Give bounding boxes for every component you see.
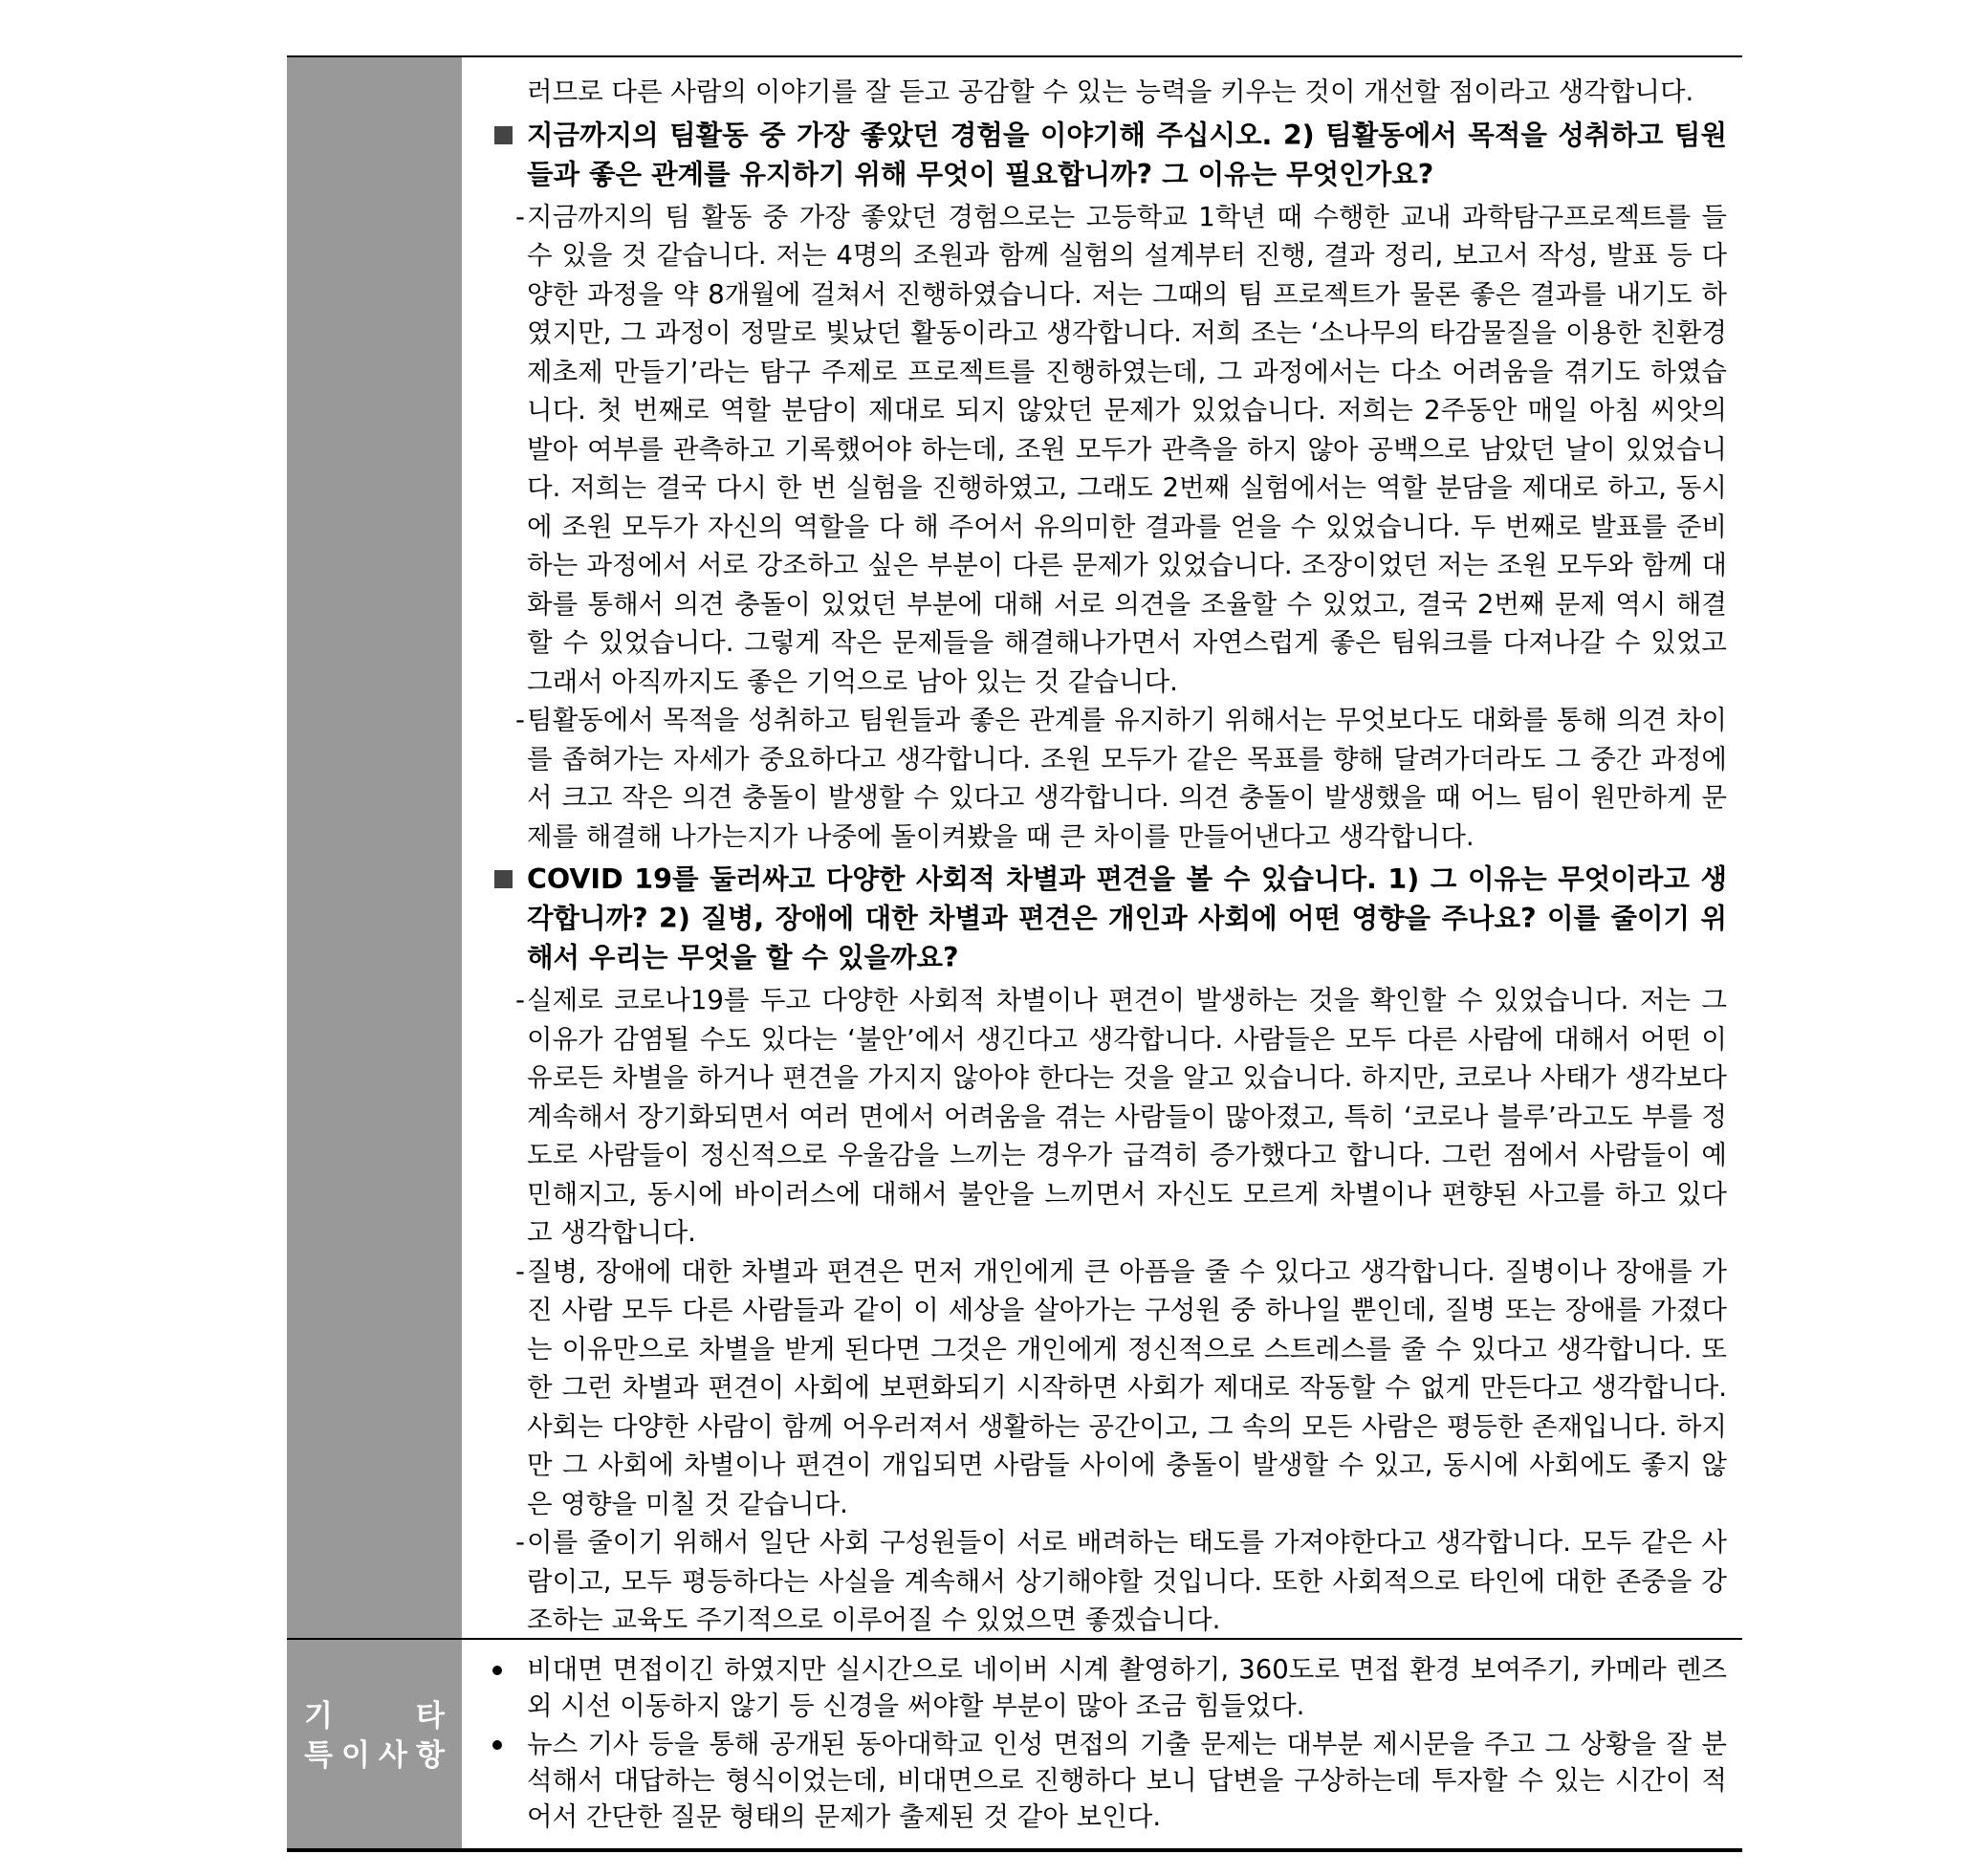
question-1-text: 지금까지의 팀활동 중 가장 좋았던 경험을 이야기해 주십시오. 2) 팀활동에서 목적을 성취하고 팀원들과 좋은 관계를 유지하기 위해 무엇이 필요합니까? 그 이유는 무엇인가요? (527, 119, 1727, 190)
bullet-dot-icon (492, 1666, 502, 1675)
question-1 (483, 116, 1727, 194)
etc-item-1 (483, 1651, 1727, 1724)
answer-2-1 (483, 981, 1727, 1253)
etc-content-cell (462, 1639, 1742, 1850)
label-char: 기 (304, 1699, 333, 1734)
answer-2-3 (483, 1523, 1727, 1640)
bullet-dot-icon (492, 1740, 502, 1750)
main-label-cell (287, 56, 462, 1639)
answer-text: 지금까지의 팀 활동 중 가장 좋았던 경험으로는 고등학교 1학년 때 수행한 교내 과학탐구프로젝트를 들 수 있을 것 같습니다. 저는 4명의 조원과 함께 실험의 설계부터 진행, 결과 정리, 보고서 작성, 발표 등 다양한 과정을 약 8개월에 걸쳐서 진행하였습니다. 저는 그때의 팀 프로젝트가 물론 좋은 결과를 내기도 하였지만, 그 과정이 정말로 빛났던 활동이라고 생각합니다. 저희 조는 ‘소나무의 타감물질을 이용한 친환경 제초제 만들기’라는 탐구 주제로 프로젝트를 진행하였는데, 그 과정에서는 다소 어려움을 겪기도 하였습니다. 첫 번째로 역할 분담이 제대로 되지 않았던 문제가 있었습니다. 저희는 2주동안 매일 아침 씨앗의 발아 여부를 관측하고 기록했어야 하는데, 조원 모두가 관측을 하지 않아 공백으로 남았던 날이 있었습니다. 저희는 결국 다시 한 번 실험을 진행하였고, 그래도 2번째 실험에서는 역할 분담을 제대로 하고, 동시에 조원 모두가 자신의 역할을 다 해 주어서 유의미한 결과를 얻을 수 있었습니다. 두 번째로 발표를 준비하는 과정에서 서로 강조하고 싶은 부분이 다른 문제가 있었습니다. 조장이었던 저는 조원 모두와 함께 대화를 통해서 의견 충돌이 있었던 부분에 대해 서로 의견을 조율할 수 있었고, 결국 2번째 문제 역시 해결할 수 있었습니다. 그렇게 작은 문제들을 해결해나가면서 자연스럽게 좋은 팀워크를 다져나갈 수 있었고 그래서 아직까지도 좋은 기억으로 남아 있는 것 같습니다. (527, 201, 1727, 697)
label-char: 타 (416, 1699, 445, 1734)
section-label-line2 (304, 1736, 445, 1776)
main-content-cell (462, 56, 1742, 1639)
square-bullet-icon (494, 126, 513, 144)
etc-label-cell (287, 1639, 462, 1850)
etc-item-2 (483, 1726, 1727, 1835)
main-row (287, 56, 1742, 1639)
main-content (483, 57, 1727, 1638)
dash-bullet-icon: - (515, 705, 525, 735)
answer-text: 팀활동에서 목적을 성취하고 팀원들과 좋은 관계를 유지하기 위해서는 무엇보다도 대화를 통해 의견 차이를 좁혀가는 자세가 중요하다고 생각합니다. 조원 모두가 같은 목표를 향해 달려가더라도 그 중간 과정에서 크고 작은 의견 충돌이 발생할 수 있다고 생각합니다. 의견 충돌이 발생했을 때 어느 팀이 원만하게 문제를 해결해 나가는지가 나중에 돌이켜봤을 때 큰 차이를 만들어낸다고 생각합니다. (527, 705, 1727, 852)
dash-bullet-icon: - (515, 201, 525, 232)
dash-bullet-icon: - (515, 1255, 525, 1287)
label-char: 사 (379, 1738, 407, 1773)
etc-item-text: 비대면 면접이긴 하였지만 실시간으로 네이버 시계 촬영하기, 360도로 면접 환경 보여주기, 카메라 렌즈 외 시선 이동하지 않기 등 신경을 써야할 부분이 많아 조금 힘들었다. (527, 1654, 1727, 1721)
dash-bullet-icon: - (515, 1527, 525, 1558)
label-char: 항 (416, 1738, 445, 1773)
question-2 (483, 860, 1727, 977)
etc-row (287, 1639, 1742, 1850)
answer-text: 이를 줄이기 위해서 일단 사회 구성원들이 서로 배려하는 태도를 가져야한다고 생각합니다. 모두 같은 사람이고, 모두 평등하다는 사실을 계속해서 상기해야할 것입니다. 또한 사회적으로 타인에 대한 존중을 강조하는 교육도 주기적으로 이루어질 수 있었으면 좋겠습니다. (527, 1527, 1727, 1635)
answer-2-2 (483, 1253, 1727, 1524)
answer-text: 실제로 코로나19를 두고 다양한 사회적 차별이나 편견이 발생하는 것을 확인할 수 있었습니다. 저는 그 이유가 감염될 수도 있다는 ‘불안’에서 생긴다고 생각합니다. 사람들은 모두 다른 사람에 대해서 어떤 이유로든 차별을 하거나 편견을 가지지 않아야 한다는 것을 알고 있습니다. 하지만, 코로나 사태가 생각보다 계속해서 장기화되면서 여러 면에서 어려움을 겪는 사람들이 많아졌고, 특히 ‘코로나 블루’라고도 부를 정도로 사람들이 정신적으로 우울감을 느끼는 경우가 급격히 증가했다고 합니다. 그런 점에서 사람들이 예민해지고, 동시에 바이러스에 대해서 불안을 느끼면서 자신도 모르게 차별이나 편향된 사고를 하고 있다고 생각합니다. (527, 985, 1727, 1248)
square-bullet-icon (494, 870, 513, 888)
label-char: 특 (304, 1738, 333, 1773)
answer-1-2 (483, 701, 1727, 856)
answer-text: 질병, 장애에 대한 차별과 편견은 먼저 개인에게 큰 아픔을 줄 수 있다고 생각합니다. 질병이나 장애를 가진 사람 모두 다른 사람들과 같이 이 세상을 살아가는 구성원 중 하나일 뿐인데, 질병 또는 장애를 가졌다는 이유만으로 차별을 받게 된다면 그것은 개인에게 정신적으로 스트레스를 줄 수 있다고 생각합니다. 또한 그런 차별과 편견이 사회에 보편화되기 시작하면 사회가 제대로 작동할 수 없게 만든다고 생각합니다. 사회는 다양한 사람이 함께 어우러져서 생활하는 공간이고, 그 속의 모든 사람은 평등한 존재입니다. 하지만 그 사회에 차별이나 편견이 개입되면 사람들 사이에 충돌이 발생할 수 있고, 동시에 사회에도 좋지 않은 영향을 미칠 것 같습니다. (527, 1255, 1727, 1519)
answer-1-1 (483, 198, 1727, 702)
etc-item-text: 뉴스 기사 등을 통해 공개된 동아대학교 인성 면접의 기출 문제는 대부분 제시문을 주고 그 상황을 잘 분석해서 대답하는 형식이었는데, 비대면으로 진행하다 보니 답변을 구상하는데 투자할 수 있는 시간이 적어서 간단한 질문 형태의 문제가 출제된 것 같아 보인다. (527, 1729, 1727, 1832)
continuation-text: 러므로 다른 사람의 이야기를 잘 듣고 공감할 수 있는 능력을 키우는 것이 개선할 점이라고 생각합니다. (527, 76, 1694, 107)
label-char: 이 (341, 1738, 370, 1773)
question-2-text: COVID 19를 둘러싸고 다양한 사회적 차별과 편견을 볼 수 있습니다. 1) 그 이유는 무엇이라고 생각합니까? 2) 질병, 장애에 대한 차별과 편견은 개인과 사회에 어떤 영향을 주나요? 이를 줄이기 위해서 우리는 무엇을 할 수 있을까요? (527, 863, 1727, 973)
etc-content (483, 1640, 1727, 1848)
section-label-line1 (304, 1697, 445, 1736)
interview-record-table (287, 55, 1742, 1852)
dash-bullet-icon: - (515, 985, 525, 1015)
